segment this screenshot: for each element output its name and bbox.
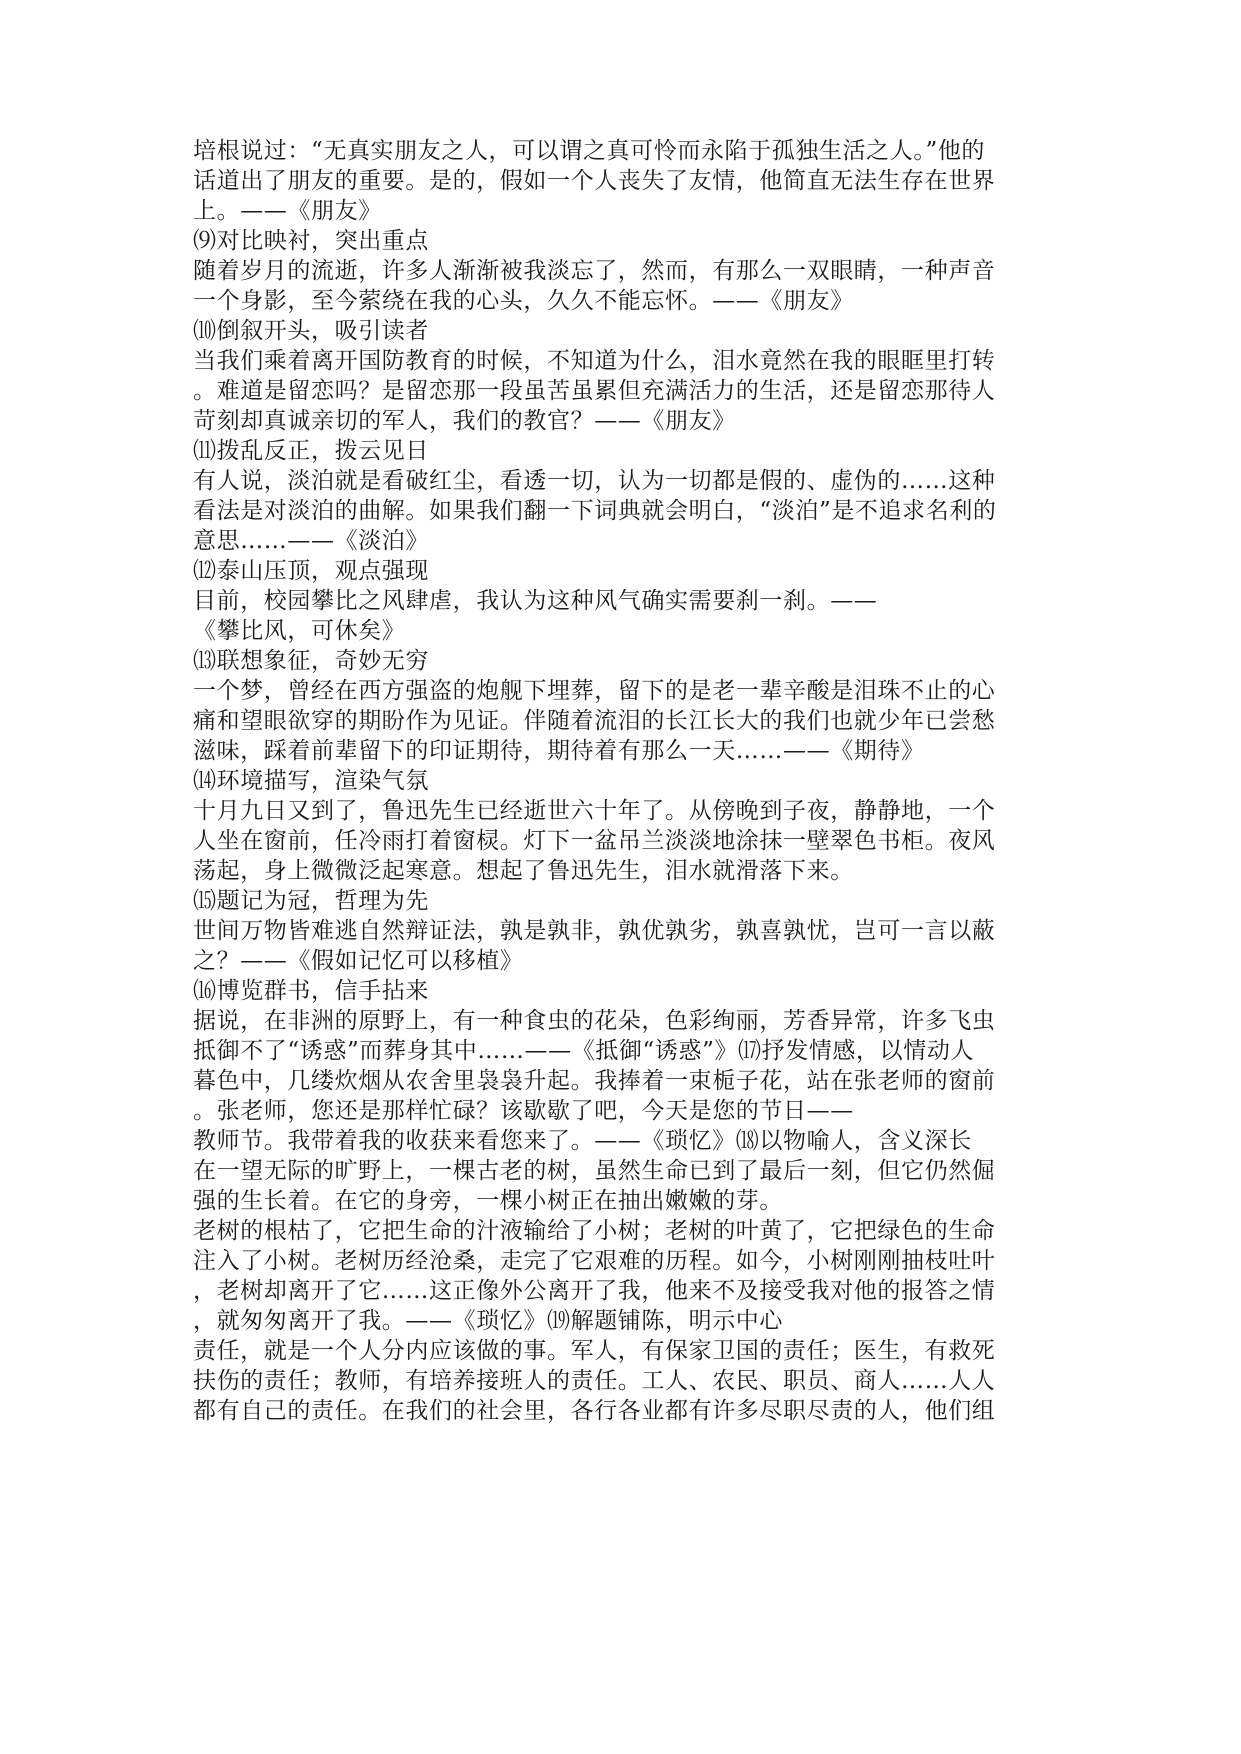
section-heading: ⑾拨乱反正，拨云见日 xyxy=(193,438,429,464)
text-line: 《攀比风，可休矣》 xyxy=(193,618,406,644)
text-line: 世间万物皆难逃自然辩证法，孰是孰非，孰优孰劣，孰喜孰忧，岂可一言以蔽 xyxy=(193,918,996,944)
text-line: 教师节。我带着我的收获来看您来了。——《琐忆》⒅以物喻人，含义深长 xyxy=(193,1128,972,1154)
text-line: 荡起，身上微微泛起寒意。想起了鲁迅先生，泪水就滑落下来。 xyxy=(193,858,854,884)
text-line: 一个梦，曾经在西方强盗的炮舰下埋葬，留下的是老一辈辛酸是泪珠不止的心 xyxy=(193,678,996,704)
text-line: 暮色中，几缕炊烟从农舍里袅袅升起。我捧着一束栀子花，站在张老师的窗前 xyxy=(193,1068,996,1094)
text-line: 看法是对淡泊的曲解。如果我们翻一下词典就会明白，“淡泊”是不追求名利的 xyxy=(193,498,997,524)
section-heading: ⑼对比映衬，突出重点 xyxy=(193,228,429,254)
text-line: 。张老师，您还是那样忙碌？该歇歇了吧，今天是您的节日—— xyxy=(193,1098,854,1124)
text-line: 都有自己的责任。在我们的社会里，各行各业都有许多尽职尽责的人，他们组 xyxy=(193,1398,996,1424)
text-line: 上。——《朋友》 xyxy=(193,198,382,224)
text-line: 扶伤的责任；教师，有培养接班人的责任。工人、农民、职员、商人……人人 xyxy=(193,1368,996,1394)
text-line: 人坐在窗前，任冷雨打着窗棂。灯下一盆吊兰淡淡地涂抹一壁翠色书柜。夜风 xyxy=(193,828,996,854)
text-line: 注入了小树。老树历经沧桑，走完了它艰难的历程。如今，小树刚刚抽枝吐叶 xyxy=(193,1248,996,1274)
text-line: 据说，在非洲的原野上，有一种食虫的花朵，色彩绚丽，芳香异常，许多飞虫 xyxy=(193,1008,996,1034)
text-line: 苛刻却真诚亲切的军人，我们的教官？——《朋友》 xyxy=(193,408,736,434)
text-line: 。难道是留恋吗？是留恋那一段虽苦虽累但充满活力的生活，还是留恋那待人 xyxy=(193,378,996,404)
section-heading: ⒂题记为冠，哲理为先 xyxy=(193,888,429,914)
text-line: 话道出了朋友的重要。是的，假如一个人丧失了友情，他简直无法生存在世界 xyxy=(193,168,996,194)
text-line: 之？——《假如记忆可以移植》 xyxy=(193,948,524,974)
text-line: 责任，就是一个人分内应该做的事。军人，有保家卫国的责任；医生，有救死 xyxy=(193,1338,996,1364)
text-line: 随着岁月的流逝，许多人渐渐被我淡忘了，然而，有那么一双眼睛，一种声音 xyxy=(193,258,996,284)
section-heading: ⒀联想象征，奇妙无穷 xyxy=(193,648,429,674)
section-heading: ⑽倒叙开头，吸引读者 xyxy=(193,318,429,344)
text-line: ，老树却离开了它……这正像外公离开了我，他来不及接受我对他的报答之情 xyxy=(193,1278,996,1304)
section-heading: ⑿泰山压顶，观点强现 xyxy=(193,558,429,584)
text-line: 强的生长着。在它的身旁，一棵小树正在抽出嫩嫩的芽。 xyxy=(193,1188,783,1214)
text-line: 一个身影，至今萦绕在我的心头，久久不能忘怀。——《朋友》 xyxy=(193,288,854,314)
text-line: 目前，校园攀比之风肆虐，我认为这种风气确实需要刹一刹。—— xyxy=(193,588,878,614)
text-line: 滋味，踩着前辈留下的印证期待，期待着有那么一天……——《期待》 xyxy=(193,738,925,764)
text-line: ，就匆匆离开了我。——《琐忆》⒆解题铺陈，明示中心 xyxy=(193,1308,783,1334)
section-heading: ⒁环境描写，渲染气氛 xyxy=(193,768,429,794)
section-heading: ⒃博览群书，信手拈来 xyxy=(193,978,429,1004)
text-line: 在一望无际的旷野上，一棵古老的树，虽然生命已到了最后一刻，但它仍然倔 xyxy=(193,1158,996,1184)
text-line: 当我们乘着离开国防教育的时候，不知道为什么，泪水竟然在我的眼眶里打转 xyxy=(193,348,996,374)
text-line: 有人说，淡泊就是看破红尘，看透一切，认为一切都是假的、虚伪的……这种 xyxy=(193,468,996,494)
text-line: 老树的根枯了，它把生命的汁液输给了小树；老树的叶黄了，它把绿色的生命 xyxy=(193,1218,996,1244)
text-line: 抵御不了“诱惑”而葬身其中……——《抵御“诱惑”》⒄抒发情感，以情动人 xyxy=(193,1038,975,1064)
text-line: 十月九日又到了，鲁迅先生已经逝世六十年了。从傍晚到子夜，静静地，一个 xyxy=(193,798,996,824)
text-line: 痛和望眼欲穿的期盼作为见证。伴随着流泪的长江长大的我们也就少年已尝愁 xyxy=(193,708,996,734)
text-line: 意思……——《淡泊》 xyxy=(193,528,429,554)
text-line: 培根说过：“无真实朋友之人，可以谓之真可怜而永陷于孤独生活之人。”他的 xyxy=(193,138,986,164)
